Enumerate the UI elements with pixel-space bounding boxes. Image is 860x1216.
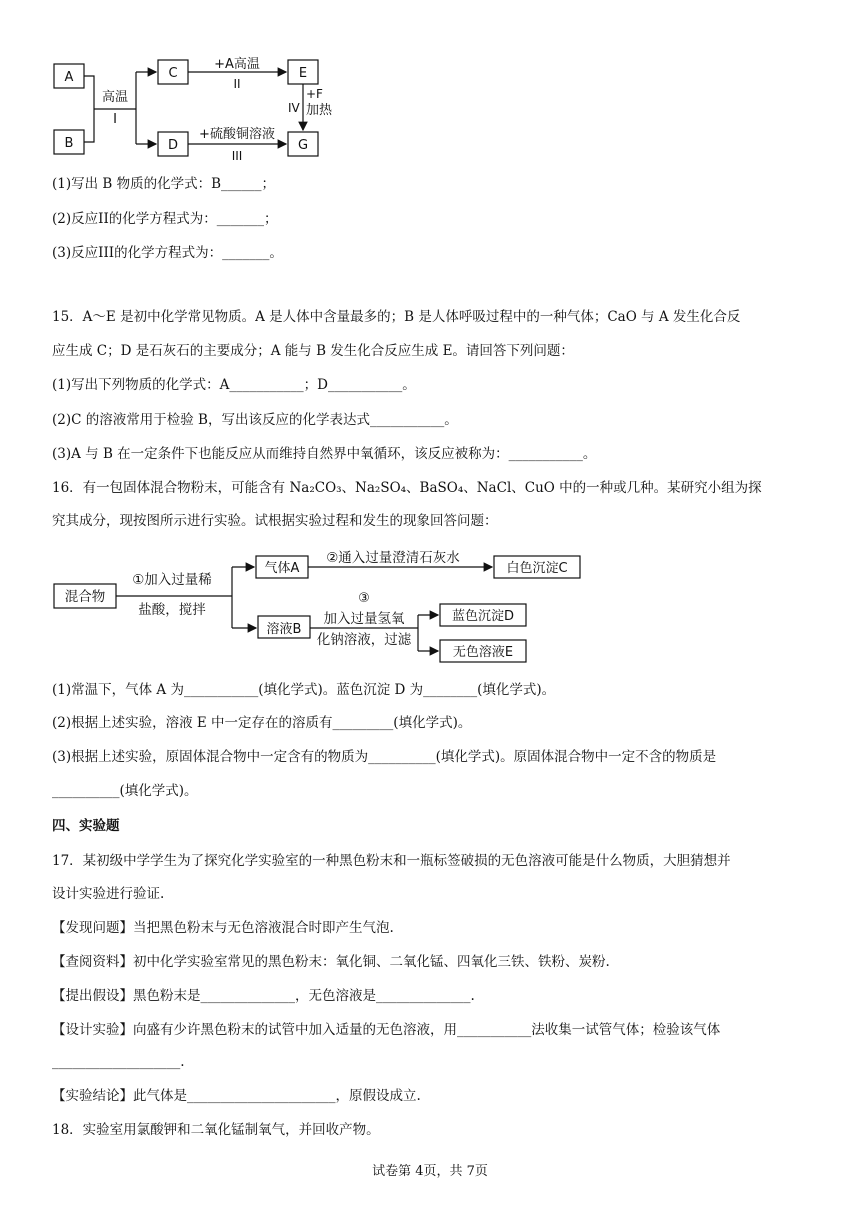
step1-line-2: 盐酸，搅拌 xyxy=(138,602,206,618)
box-g-label: G xyxy=(297,138,309,153)
q16-line-2: (2)根据上述实验，溶液 E 中一定存在的溶质有_________(填化学式)。 xyxy=(52,715,472,731)
q17-line-8: 【实验结论】此气体是______________________，原假设成立. xyxy=(52,1088,421,1104)
q15-line-4: (2)C 的溶液常用于检验 B，写出该反应的化学表达式___________。 xyxy=(52,412,458,428)
reaction-i-condition: 高温 xyxy=(101,90,129,105)
q17-line-6: 【设计实验】向盛有少许黑色粉末的试管中加入适量的无色溶液，用___________法收集一试管气体；检验该气体 xyxy=(52,1022,721,1038)
page-footer: 试卷第 4页，共 7页 xyxy=(372,1164,488,1179)
reaction-ii-condition: +A高温 xyxy=(214,57,260,72)
q14-line-3: (3)反应III的化学方程式为：_______。 xyxy=(52,245,283,261)
box-c-label: C xyxy=(168,66,178,81)
gas-a-label: 气体A xyxy=(264,561,300,576)
box-e-label: E xyxy=(298,66,308,81)
white-ppt-label: 白色沉淀C xyxy=(506,561,568,576)
blue-ppt-label: 蓝色沉淀D xyxy=(451,609,515,624)
q15-line-1: 15．A～E 是初中化学常见物质。A 是人体中含量最多的；B 是人体呼吸过程中的一种气体；CaO 与 A 发生化合反 xyxy=(52,309,741,325)
box-d-label: D xyxy=(167,138,179,153)
reaction-i-number: I xyxy=(113,112,117,127)
q16-line-1: (1)常温下，气体 A 为___________(填化学式)。蓝色沉淀 D 为________(填化学式)。 xyxy=(52,682,556,698)
step3-line-2: 化钠溶液，过滤 xyxy=(316,632,412,648)
reaction-iv-number: IV xyxy=(288,101,300,115)
step1-line-1: ①加入过量稀 xyxy=(132,572,212,588)
q16-line-4: __________(填化学式)。 xyxy=(52,783,198,799)
q15-line-2: 应生成 C；D 是石灰石的主要成分；A 能与 B 发生化合反应生成 E。请回答下列问题： xyxy=(52,343,574,359)
reaction-diagram-1 xyxy=(48,56,408,164)
q16-line-3: (3)根据上述实验，原固体混合物中一定含有的物质为__________(填化学式)。原固体混合物中一定不含的物质是 xyxy=(52,749,717,765)
experiment-flow-diagram xyxy=(48,540,608,672)
box-b-label: B xyxy=(64,136,74,151)
section-heading: 四、实验题 xyxy=(52,818,120,834)
q17-line-2: 设计实验进行验证. xyxy=(52,886,165,902)
reaction-ii-number: II xyxy=(233,77,241,91)
q18-line-1: 18．实验室用氯酸钾和二氧化锰制氧气，并回收产物。 xyxy=(52,1122,380,1138)
reaction-iv-condition: 加热 xyxy=(306,103,333,118)
solution-b-label: 溶液B xyxy=(266,622,302,637)
q16-intro-line-2: 究其成分，现按图所示进行实验。试根据实验过程和发生的现象回答问题： xyxy=(52,513,498,529)
box-a-label: A xyxy=(64,70,74,85)
mixture-label: 混合物 xyxy=(64,589,106,605)
q16-intro-line-1: 16．有一包固体混合物粉末，可能含有 Na₂CO₃、Na₂SO₄、BaSO₄、NaCl、CuO 中的一种或几种。某研究小组为探 xyxy=(52,480,762,496)
reaction-iii-condition: +硫酸铜溶液 xyxy=(199,127,275,142)
q17-line-4: 【查阅资料】初中化学实验室常见的黑色粉末：氧化铜、二氧化锰、四氧化三铁、铁粉、炭粉. xyxy=(52,954,610,970)
q17-line-3: 【发现问题】当把黑色粉末与无色溶液混合时即产生气泡. xyxy=(52,920,394,936)
q17-line-1: 17．某初级中学学生为了探究化学实验室的一种黑色粉末和一瓶标签破损的无色溶液可能是什么物质，大胆猜想并 xyxy=(52,853,731,869)
q14-line-1: (1)写出 B 物质的化学式：B______； xyxy=(52,176,276,192)
q14-line-2: (2)反应II的化学方程式为：_______； xyxy=(52,211,278,227)
q17-line-7: ___________________. xyxy=(52,1054,185,1070)
q15-line-5: (3)A 与 B 在一定条件下也能反应从而维持自然界中氧循环，该反应被称为：___________。 xyxy=(52,446,597,462)
step3-line-1: 加入过量氢氧 xyxy=(323,611,405,627)
solution-e-label: 无色溶液E xyxy=(452,645,514,660)
q17-line-5: 【提出假设】黑色粉末是______________，无色溶液是______________. xyxy=(52,988,475,1004)
reaction-iii-number: III xyxy=(231,149,243,163)
reaction-iv-reagent: +F xyxy=(306,87,323,101)
step2-label: ②通入过量澄清石灰水 xyxy=(326,550,460,566)
step3-number: ③ xyxy=(358,591,370,606)
q15-line-3: (1)写出下列物质的化学式：A___________；D___________。 xyxy=(52,377,416,393)
